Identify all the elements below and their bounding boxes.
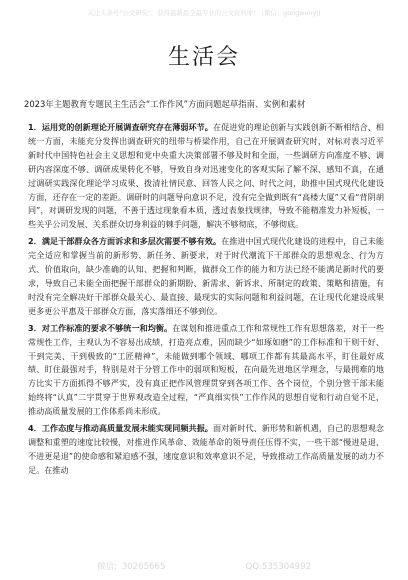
- document-body: [28, 121, 384, 481]
- paragraph-text: 面对新时代、新形势和新机遇，自己的思想观念调整和重塑的速度比较慢，对推进作风革命、效能革命的领导责任压得不实，一些干部“慢进是退、不进更是退”的使命感和紧迫感不强，速度意识和效率意识不足，导致推动工作高质量发展的动力不足。在推动: [28, 423, 384, 475]
- document-subtitle: 2023年主题教育专题民主生活会“工作作风”方面问题起草指南、实例和素材: [24, 99, 306, 109]
- paragraph-3: [28, 322, 384, 419]
- paragraph-heading: 4．工作态度与推动高质量发展未能实现同频共振。: [28, 423, 213, 434]
- paragraph-heading: 3．对工作标准的要求不够统一和均衡。: [28, 322, 173, 333]
- paragraph-text: 在促进党的理论创新与实践创新不断相结合、相统一方面，未能充分发挥出调查研究的纽带与桥梁作用，自己在开展调查研究时，对标对表习近平新时代中国特色社会主义思想和党中央重大决策部署不够及时和全面，一些调研方向准度不够、调研内容深度不够、调研成果转化不够，导致自身对迅速变化的客观实际了解不深、感知不真，在通过调研实践深化理论学习成果、拨清社情民意、回答人民之问、时代之问，助推中国式现代化建设方面，还存在一定的差距。调研时的问题导向意识不足，没有完全做到既有“高楼大厦”又看“背阴胡同”，对调研发现的问题，不善于透过现象看本质，透过表象找规律，导致不能精准发力补短板，一些关乎公司发展、关系群众切身利益的棘手问题，解决不够彻底，不够彻底。: [28, 122, 384, 230]
- paragraph-text: 在谋划和推进重点工作和常规性工作有思想落差，对于一些常规性工作，主观认为不容易出成绩，打造亮点难，因而缺少“如琢如磨”的工作标准和干则干好、干到完美、干到极致的“工匠精神”，未能做到哪个领域、哪项工作都有其最高水平，盯住最好成绩、盯住最强对手，特别是对于分管工作中的弱项和短板，在向最先进地区学理念，与最拥难的地方比实干方面抓得不够严实，没有真正把作风管理贯穿到各项工作、各个岗位，个别分管干部未能始终将“认真”二字贯穿于世界观改造全过程，“严真细实快”工作作风的思想自觉和行动自觉不足，推动高质量发展的工作体系尚未形成。: [28, 322, 384, 417]
- promo-text[interactable]: 关注头条号"公文研究"，获得最新最全最专业的公文资料库！ (微信：gongwenyj): [87, 9, 321, 17]
- footer-contact: [0, 560, 408, 572]
- paragraph-1: [28, 121, 384, 232]
- paragraph-heading: 1．运用党的创新理论开展调查研究存在薄弱环节。: [28, 122, 213, 132]
- footer-qq: QQ:535304992: [245, 562, 312, 572]
- footer-wechat: 微信: 30265665: [96, 562, 166, 572]
- paragraph-2: [28, 235, 384, 318]
- document-title: 生活会: [167, 45, 240, 70]
- paragraph-heading: 2．满足干部群众各方面诉求和多层次需要不够有效。: [28, 236, 222, 247]
- paragraph-text: 在推进中国式现代化建设的进程中，自己未能完全适应和掌握当前的新形势、新任务、新要求，对于时代潮流下干部群众的思想观念、行为方式、价值取向，缺少准确的认知、把握和判断，做群众工作的能力和方法已经不能满足新时代的要求，导致自己未能全面把握干部群众的新期盼、新需求、新诉求、所制定的政策、策略和措施，有时没有完全解决好干部群众最关心、最直接、最现实的实际问题和利益问题，在让现代化建设成果更多更公平惠及干部群众方面，落实落细还不够到位。: [28, 236, 384, 316]
- header-promo-link[interactable]: [0, 8, 408, 17]
- paragraph-4: [28, 422, 384, 478]
